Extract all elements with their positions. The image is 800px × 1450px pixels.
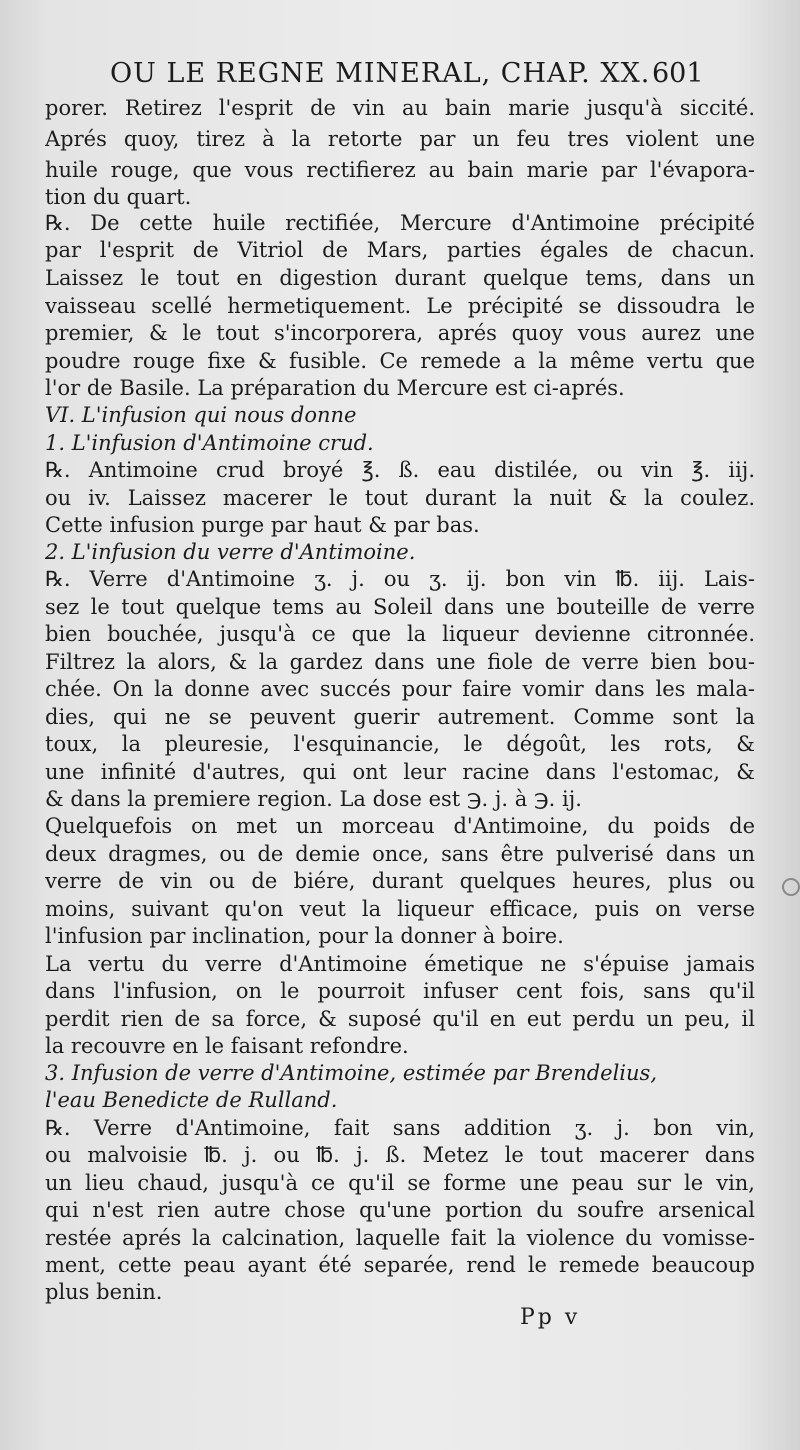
text-line: restée aprés la calcination, laquelle fait la violence du vomisse- [45,1226,755,1250]
text-line: dans l'infusion, on le pourroit infuser cent fois, sans qu'il [45,979,755,1003]
text-line: La vertu du verre d'Antimoine émetique ne s'épuise jamais [45,952,755,976]
section-heading: 1. L'infusion d'Antimoine crud. [45,431,374,455]
section-heading: 3. Infusion de verre d'Antimoine, estimée par Brendelius, [45,1061,658,1085]
text-line: poudre rouge fixe & fusible. Ce remede a la même vertu que [45,349,755,373]
text-line: plus benin. [45,1280,163,1304]
text-line: l'or de Basile. La préparation du Mercure est ci-aprés. [45,376,625,400]
section-heading: 2. L'infusion du verre d'Antimoine. [45,540,416,564]
text-line: vaisseau scellé hermetiquement. Le précipité se dissoudra le [45,294,755,318]
text-line: moins, suivant qu'on veut la liqueur efficace, puis on verse [45,897,755,921]
signature-mark: Pp v [520,1305,581,1330]
text-line: qui n'est rien autre chose qu'une portion du soufre arsenical [45,1198,755,1222]
text-line: deux dragmes, ou de demie once, sans être pulverisé dans un [45,842,755,866]
text-line: ou iv. Laissez macerer le tout durant la nuit & la coulez. [45,486,755,510]
text-line: bien bouchée, jusqu'à ce que la liqueur devienne citronnée. [45,622,755,646]
text-line: ou malvoisie ℔. j. ou ℔. j. ß. Metez le tout macerer dans [45,1143,755,1167]
text-line: l'infusion par inclination, pour la donner à boire. [45,924,564,948]
text-line: ℞. De cette huile rectifiée, Mercure d'Antimoine précipité [45,211,755,235]
text-line: Laissez le tout en digestion durant quelque tems, dans un [45,266,755,290]
text-line: premier, & le tout s'incorporera, aprés quoy vous aurez une [45,321,755,345]
text-line: dies, qui ne se peuvent guerir autrement. Comme sont la [45,705,755,729]
section-heading: l'eau Benedicte de Rulland. [45,1088,338,1112]
text-line: tion du quart. [45,185,192,209]
binding-hole-mark [782,878,800,896]
text-line: verre de vin ou de biére, durant quelques heures, plus ou [45,869,755,893]
text-line: & dans la premiere region. La dose est ℈. j. à ℈. ij. [45,787,582,811]
text-line: huile rouge, que vous rectifierez au bain marie par l'évapora- [45,158,755,182]
text-line: Cette infusion purge par haut & par bas. [45,513,480,537]
text-line: chée. On la donne avec succés pour faire vomir dans les mala- [45,677,755,701]
text-line: Quelquefois on met un morceau d'Antimoine, du poids de [45,814,755,838]
text-line: ℞. Antimoine crud broyé ℥. ß. eau distilée, ou vin ℥. iij. [45,458,755,482]
text-line: une infinité d'autres, qui ont leur racine dans l'estomac, & [45,760,755,784]
text-line: ℞. Verre d'Antimoine ʒ. j. ou ʒ. ij. bon vin ℔. iij. Lais- [45,567,755,591]
text-line: ment, cette peau ayant été separée, rend le remede beaucoup [45,1253,755,1277]
text-line: ℞. Verre d'Antimoine, fait sans addition ʒ. j. bon vin, [45,1116,755,1140]
text-line: un lieu chaud, jusqu'à ce qu'il se forme une peau sur le vin, [45,1171,755,1195]
text-line: porer. Retirez l'esprit de vin au bain marie jusqu'à siccité. [45,96,755,120]
text-line: toux, la pleuresie, l'esquinancie, le dégoût, les rots, & [45,732,755,756]
section-heading: VI. L'infusion qui nous donne [45,403,357,427]
text-line: sez le tout quelque tems au Soleil dans une bouteille de verre [45,595,755,619]
text-line: Filtrez la alors, & la gardez dans une fiole de verre bien bou- [45,650,755,674]
text-line: perdit rien de sa force, & suposé qu'il en eut perdu un peu, il [45,1007,755,1031]
running-header: OU LE REGNE MINERAL, CHAP. XX. [110,58,651,89]
text-line: par l'esprit de Vitriol de Mars, parties égales de chacun. [45,238,755,262]
text-line: la recouvre en le faisant refondre. [45,1034,409,1058]
page-number: 601 [652,58,704,89]
text-line: Aprés quoy, tirez à la retorte par un feu tres violent une [45,127,755,151]
